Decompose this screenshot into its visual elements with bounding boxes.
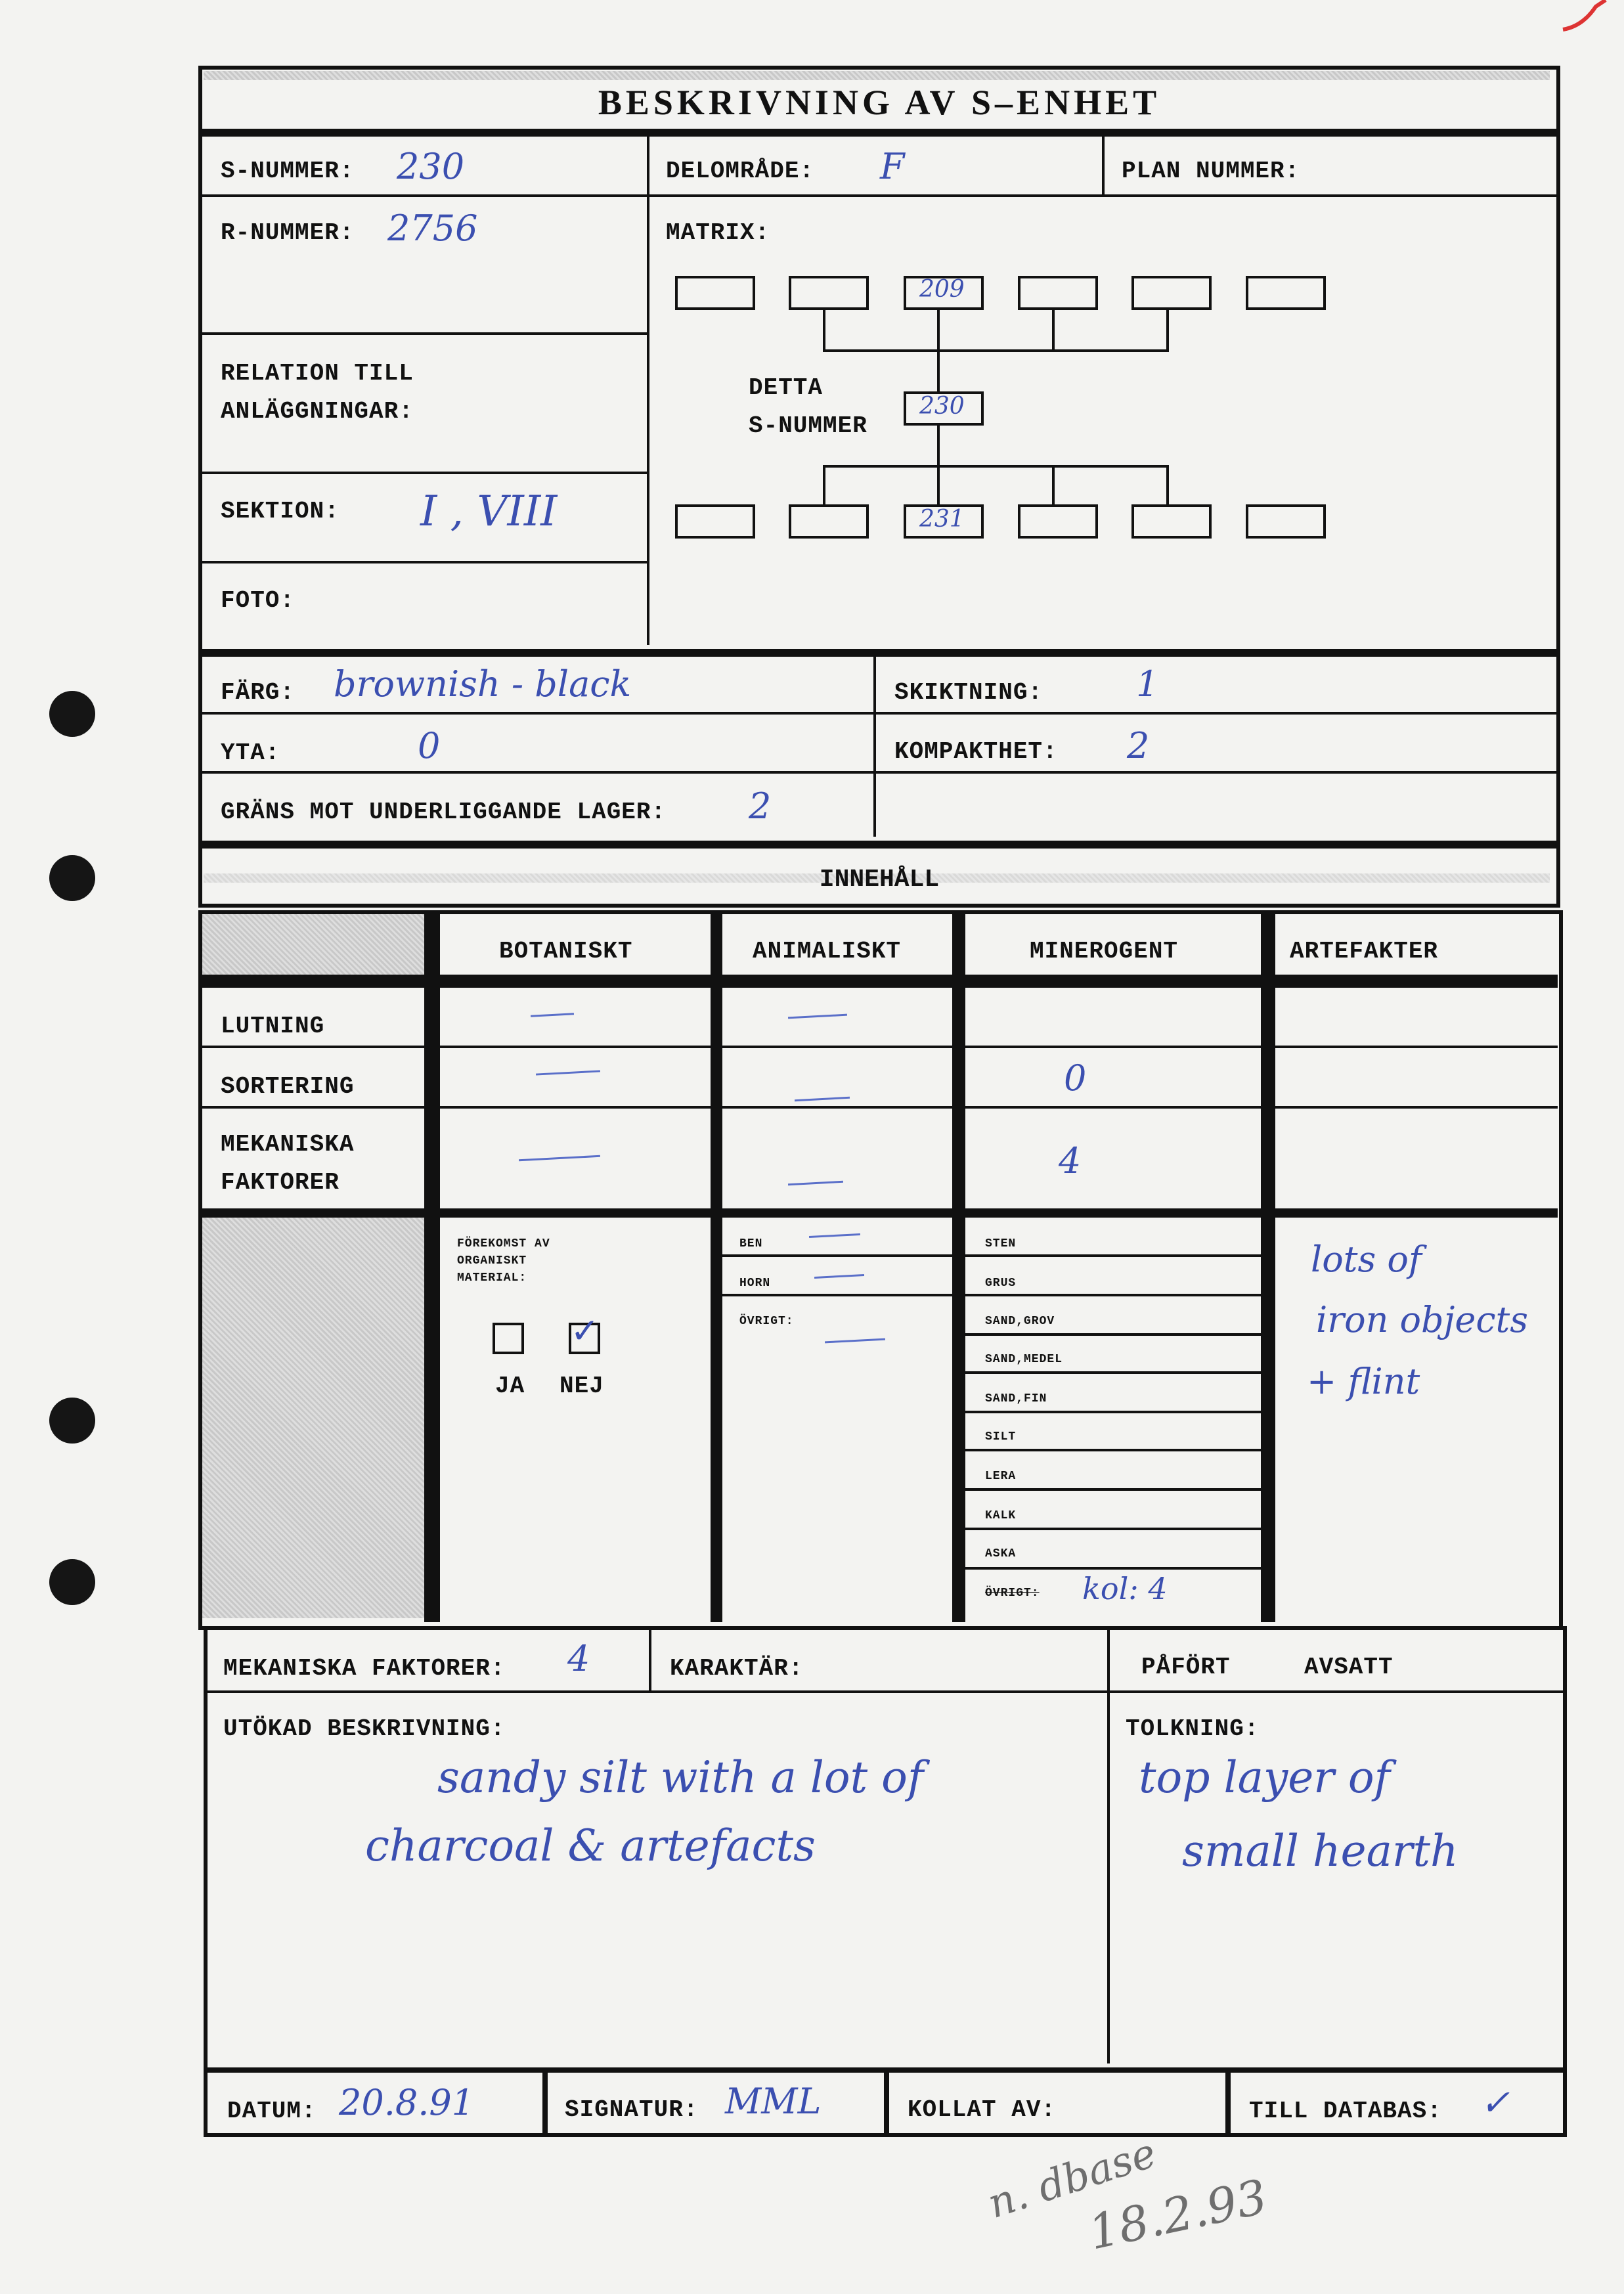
organiskt-label: ORGANISKT [457,1254,527,1268]
sektion-label: SEKTION: [221,498,340,525]
binder-hole [49,1559,95,1605]
left-shade [202,1216,426,1618]
innehall-title: INNEHÅLL [819,866,940,894]
kollat-label: KOLLAT AV: [908,2096,1057,2123]
tolkning-line2[interactable]: small hearth [1182,1826,1459,1876]
matrix-below-4[interactable] [1018,504,1098,539]
matrix-above-2[interactable] [789,276,869,310]
avsatt-label: AVSATT [1304,1654,1394,1681]
matrix-below-5[interactable] [1131,504,1212,539]
forekomst-label: FÖREKOMST AV [457,1237,550,1250]
mineral-sand-fin: SAND,FIN [985,1392,1047,1405]
ja-checkbox[interactable] [493,1323,524,1354]
col-botaniskt: BOTANISKT [499,938,633,965]
matrix-below-6[interactable] [1246,504,1326,539]
minerogent-sortering-value[interactable]: 0 [1064,1057,1087,1099]
signatur-label: SIGNATUR: [565,2096,699,2123]
relation-label-line1: RELATION TILL [221,360,414,387]
detta-label-line2: S-NUMMER [749,412,867,439]
mek-faktorer-value[interactable]: 4 [567,1638,590,1679]
mineral-aska: ASKA [985,1547,1017,1560]
matrix-above-6[interactable] [1246,276,1326,310]
pencil-note-line2: 18.2.93 [1084,2169,1272,2261]
mineral-kalk: KALK [985,1509,1017,1522]
utokad-line2[interactable]: charcoal & artefacts [365,1820,816,1871]
binder-hole [49,855,95,901]
sektion-value[interactable]: I , VIII [420,487,558,536]
tolkning-line1[interactable]: top layer of [1139,1752,1390,1803]
pen-mark [1556,0,1622,39]
utokad-line1[interactable]: sandy silt with a lot of [437,1752,924,1803]
matrix-above-value: 209 [919,276,965,303]
tolkning-label: TOLKNING: [1126,1715,1260,1742]
kompakthet-value[interactable]: 2 [1127,725,1150,766]
pafort-label: PÅFÖRT [1141,1654,1231,1681]
mineral-lera: LERA [985,1470,1017,1483]
form-title: BESKRIVNING AV S–ENHET [598,83,1161,122]
s-nummer-value[interactable]: 230 [397,146,465,187]
relation-label-line2: ANLÄGGNINGAR: [221,398,414,425]
binder-hole [49,1398,95,1444]
mineral-grus: GRUS [985,1277,1017,1290]
till-databas-value[interactable]: ✓ [1480,2082,1510,2123]
farg-value[interactable]: brownish - black [334,663,632,705]
yta-value[interactable]: 0 [418,725,441,766]
matrix-this-value: 230 [919,393,965,420]
binder-hole [49,691,95,737]
matrix-below-value: 231 [919,506,965,533]
row-lutning: LUTNING [221,1013,325,1040]
farg-label: FÄRG: [221,679,296,706]
mineral-ovrigt: ÖVRIGT: [985,1587,1040,1600]
minerogent-mekaniska-value[interactable]: 4 [1059,1140,1082,1181]
skiktning-label: SKIKTNING: [894,679,1043,706]
kompakthet-label: KOMPAKTHET: [894,738,1058,765]
matrix-above-1[interactable] [675,276,755,310]
delomrade-value[interactable]: F [880,146,905,187]
mek-faktorer-label: MEKANISKA FAKTORER: [223,1655,506,1682]
mineral-silt: SILT [985,1430,1017,1444]
s-nummer-label: S-NUMMER: [221,158,355,185]
header-shade [204,71,1550,80]
col-animaliskt: ANIMALISKT [753,938,902,965]
yta-label: YTA: [221,739,280,766]
corner-shade [202,914,426,979]
matrix-above-4[interactable] [1018,276,1098,310]
nej-check-mark: ✓ [573,1311,597,1356]
artefakter-note-line1[interactable]: lots of [1311,1239,1422,1280]
material-label: MATERIAL: [457,1271,527,1285]
col-minerogent: MINEROGENT [1030,938,1179,965]
grans-value[interactable]: 2 [749,785,772,827]
horn-label: HORN [739,1277,771,1290]
mineral-ovrigt-value[interactable]: kol: 4 [1082,1571,1168,1606]
skiktning-value[interactable]: 1 [1136,663,1159,705]
ben-label: BEN [739,1237,763,1250]
r-nummer-value[interactable]: 2756 [387,208,478,249]
row-mekaniska: MEKANISKA [221,1131,355,1158]
artefakter-note-line2[interactable]: iron objects [1316,1299,1528,1340]
signatur-value[interactable]: MML [725,2081,822,2122]
matrix-below-2[interactable] [789,504,869,539]
pencil-note-line1: n. dbase [982,2128,1162,2228]
plan-nummer-label: PLAN NUMMER: [1122,158,1300,185]
mineral-sand-grov: SAND,GROV [985,1315,1055,1328]
matrix-below-1[interactable] [675,504,755,539]
artefakter-note-line3[interactable]: + flint [1307,1361,1420,1402]
datum-label: DATUM: [227,2098,317,2125]
detta-label-line1: DETTA [749,374,823,401]
foto-label: FOTO: [221,587,296,614]
mineral-sten: STEN [985,1237,1017,1250]
r-nummer-label: R-NUMMER: [221,219,355,246]
row-faktorer: FAKTORER [221,1169,340,1196]
utokad-label: UTÖKAD BESKRIVNING: [223,1715,506,1742]
nej-label: NEJ [560,1373,604,1400]
ja-label: JA [495,1373,525,1400]
delomrade-label: DELOMRÅDE: [666,158,815,185]
karaktar-label: KARAKTÄR: [670,1655,804,1682]
grans-label: GRÄNS MOT UNDERLIGGANDE LAGER: [221,799,667,826]
animal-ovrigt-label: ÖVRIGT: [739,1315,794,1328]
mineral-sand-medel: SAND,MEDEL [985,1353,1063,1366]
matrix-label: MATRIX: [666,219,770,246]
till-databas-label: TILL DATABAS: [1249,2098,1442,2125]
matrix-above-5[interactable] [1131,276,1212,310]
row-sortering: SORTERING [221,1073,355,1100]
datum-value[interactable]: 20.8.91 [339,2082,475,2123]
col-artefakter: ARTEFAKTER [1290,938,1439,965]
